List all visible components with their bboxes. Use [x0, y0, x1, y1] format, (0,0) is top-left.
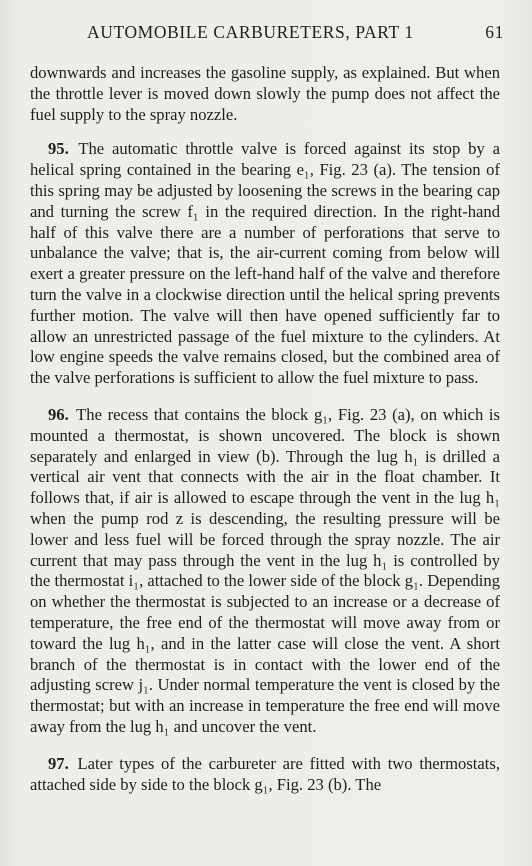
paragraph-number: 95.: [48, 139, 69, 159]
paragraph-text: Later types of the carbureter are fitted with two thermostats, attached side by side to the block g₁, Fig. 23 (b). The: [30, 753, 500, 794]
running-header: [87, 22, 504, 46]
paragraph-continued: [30, 63, 500, 125]
page-number: 61: [485, 22, 504, 42]
paragraph-text: The recess that contains the block g₁, Fig. 23 (a), on which is mounted a thermostat, is shown uncovered. The block is shown separately and enlarged in view (b). Through the lug h₁ is drilled a vertical air vent that connects with the air in the float chamber. It follows that, if air is allowed to escape through the vent in the lug h₁ when the pump rod z is descending, the resulting pressure will be lower and less fuel will be forced through the spray nozzle. The air current that may pass through the vent in the lug h₁ is controlled by the thermostat i₁, attached to the lower side of the block g₁. Depending on whether the thermostat is subjected to an increase or a decrease of temperature, the free end of the thermostat will move away from or toward the lug h₁, and in the latter case will close the vent. A short branch of the thermostat is in contact with the lower end of the adjusting screw j₁. Under normal temperature the vent is closed by the thermostat; but with an increase in temperature the free end will move away from the lug h₁ and uncover the vent.: [30, 404, 500, 736]
paragraph-96: [30, 405, 500, 738]
paragraph-97: [30, 754, 500, 796]
paragraph-number: 96.: [48, 404, 69, 424]
paragraph-text: The automatic throttle valve is forced against its stop by a helical spring contained in the bearing e₁, Fig. 23 (a). The tension of this spring may be adjusted by loosening the screws in the bearing cap and turning the screw f₁ in the required direction. In the right-hand half of this valve there are a number of perforations that serve to unbalance the valve; that is, the air-current coming from below will exert a greater pressure on the left-hand half of the valve and therefore turn the valve in a clockwise direction until the helical spring prevents further motion. The valve will then have opened sufficiently far to allow an unrestricted passage of the fuel mixture to the cylinders. At low engine speeds the valve remains closed, but the combined area of the valve perforations is sufficient to allow the fuel mixture to pass.: [30, 139, 500, 388]
paragraph-text: downwards and increases the gasoline supply, as explained. But when the throttle lever is moved down slowly the pump does not affect the fuel supply to the spray nozzle.: [30, 63, 500, 124]
paragraph-95: [30, 139, 500, 389]
running-title: AUTOMOBILE CARBURETERS, PART 1: [87, 22, 414, 42]
paragraph-number: 97.: [48, 753, 69, 773]
page-body: [30, 63, 500, 811]
